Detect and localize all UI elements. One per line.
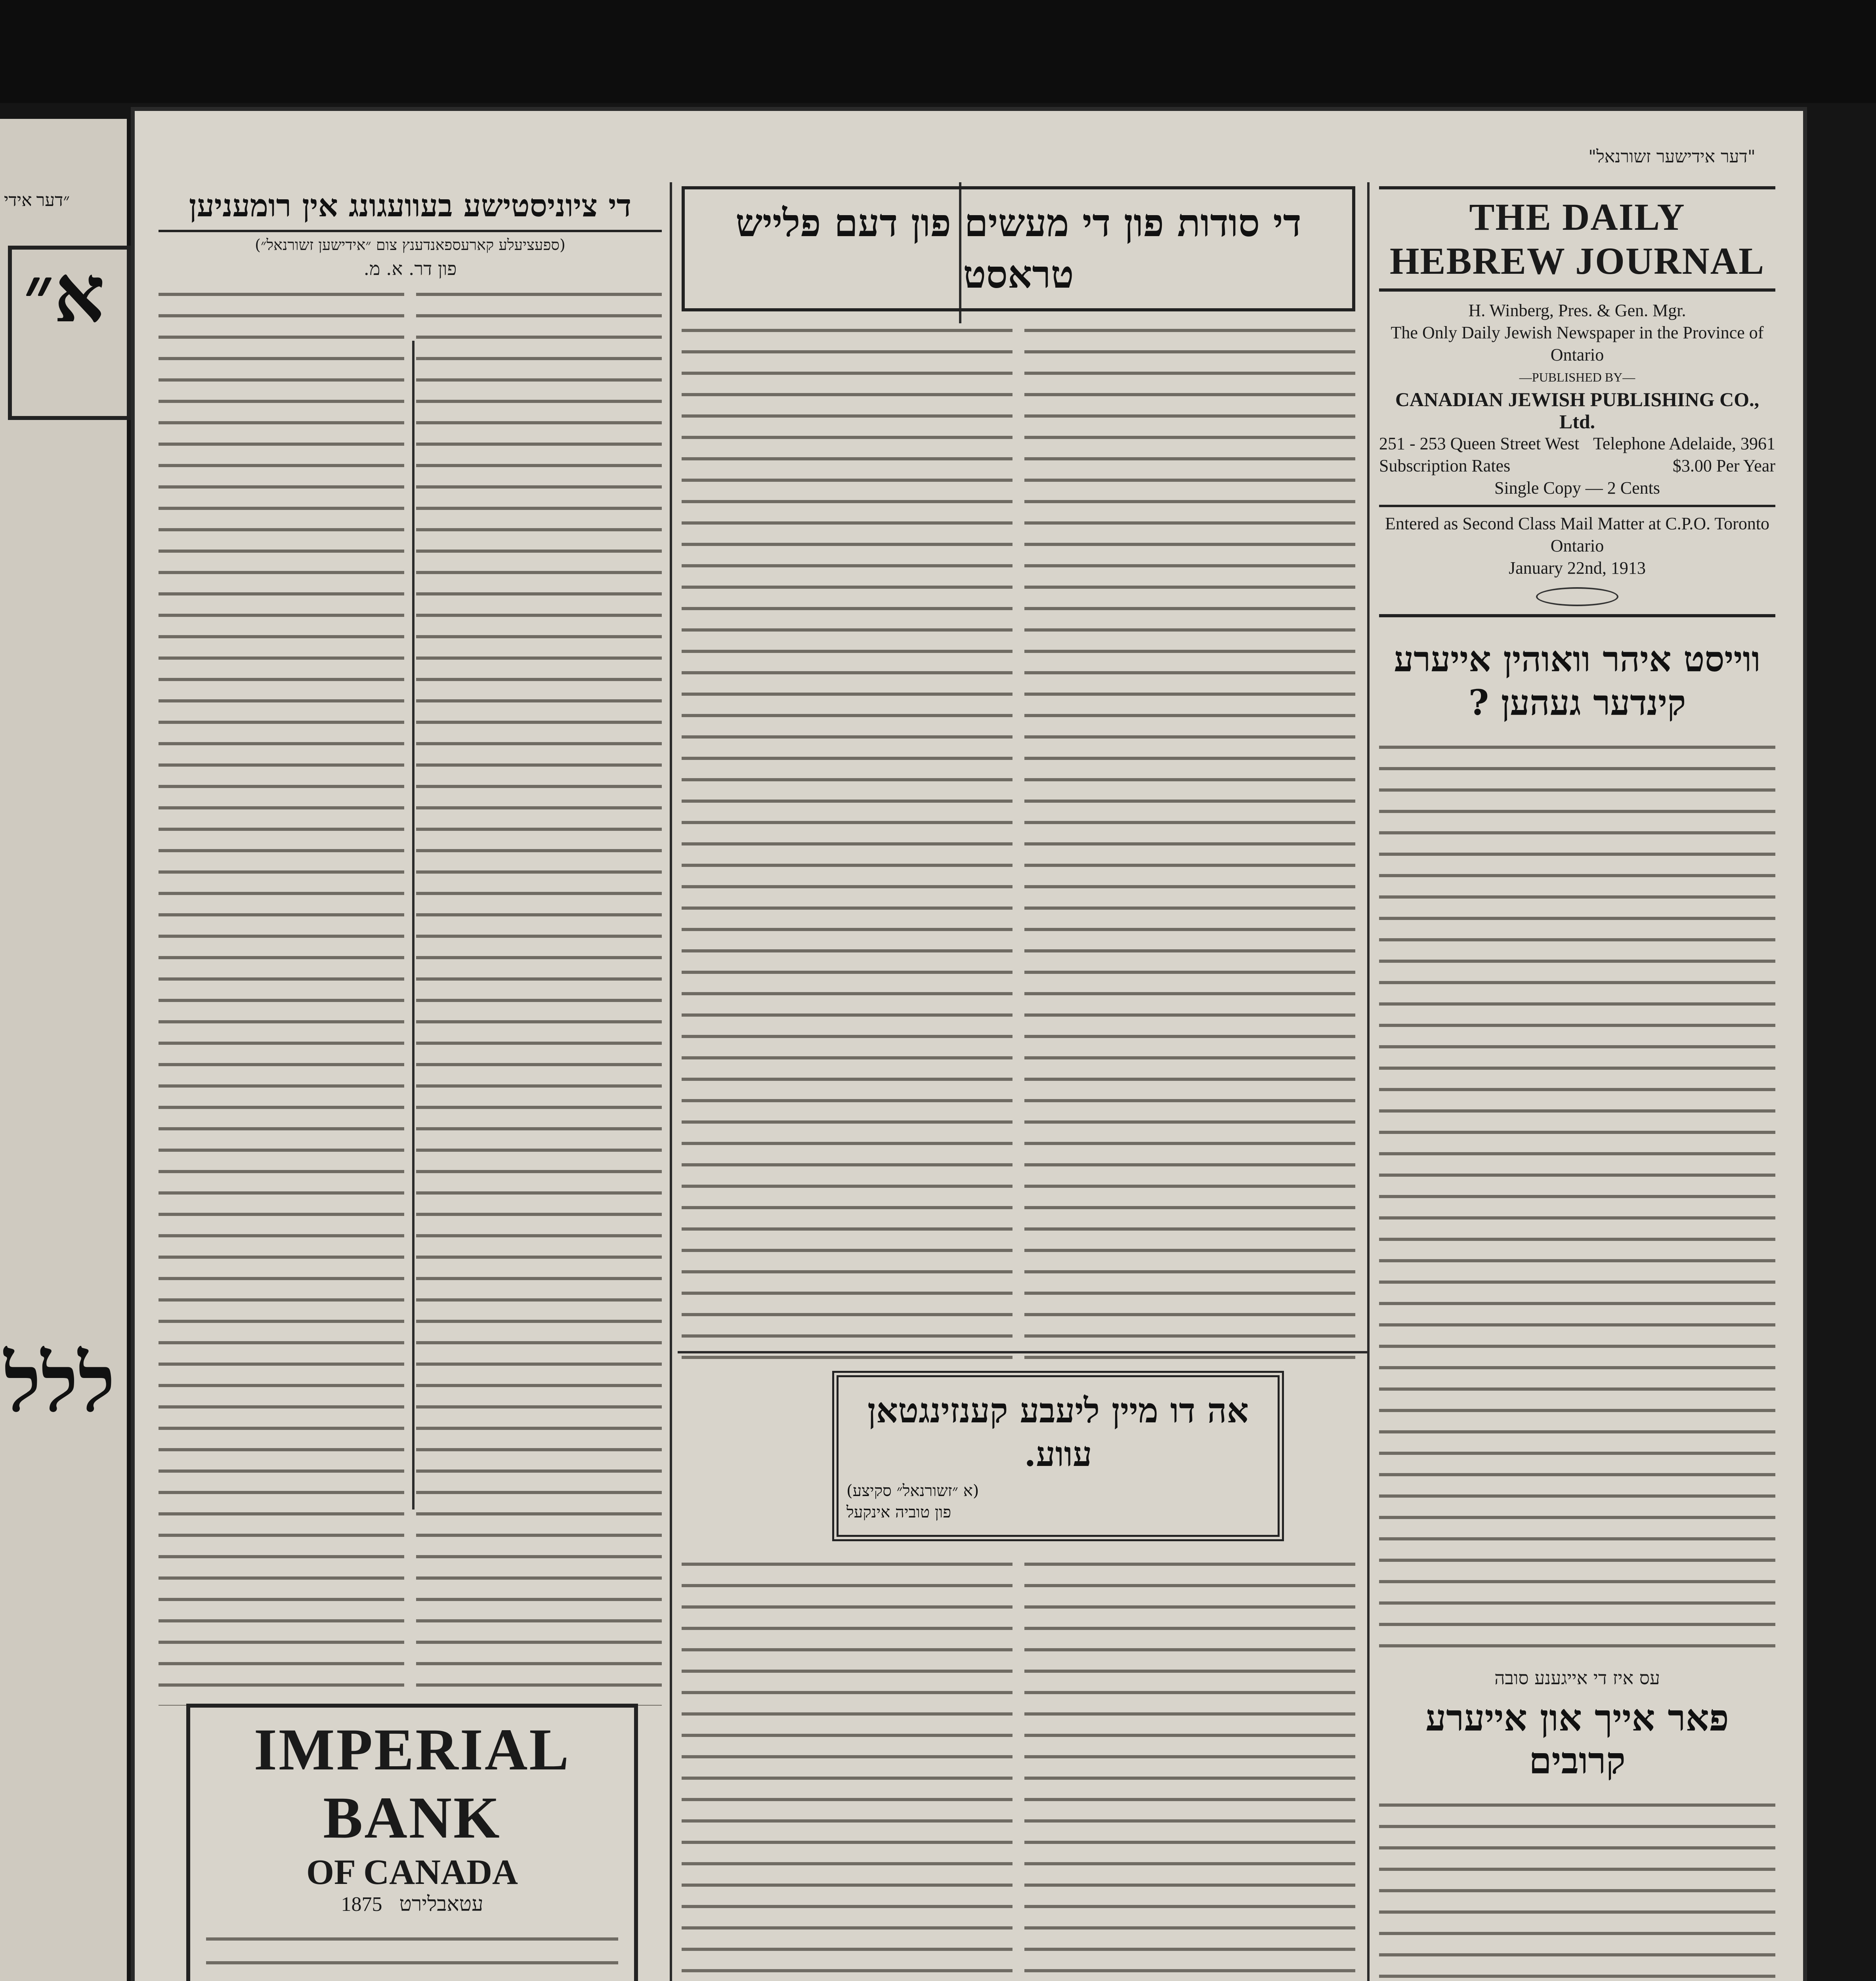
- masthead-rates-label: Subscription Rates: [1379, 456, 1511, 475]
- masthead-address: 251 - 253 Queen Street West: [1379, 434, 1580, 453]
- zionism-col-b: [416, 287, 662, 1706]
- editorial-body: [1379, 740, 1775, 1651]
- story-headline: אה דו מיין ליעבע קענזינגטאן עווע.: [867, 1391, 1249, 1474]
- zionism-col-a: [159, 287, 404, 1706]
- relatives-subhead: עס איז די אייגענע סובה: [1494, 1667, 1660, 1689]
- section-rule: [678, 1351, 1367, 1353]
- masthead-telephone: Telephone Adelaide, 3961: [1593, 434, 1775, 453]
- editorial-headline: ווייסט איהר וואוהין אייערע קינדער געהען ?: [1394, 638, 1761, 723]
- adjacent-page-strip: [0, 119, 127, 1981]
- fleischtrust-col-a: [682, 323, 1013, 1365]
- header-title-right: "דער אידישער זשורנאל": [1588, 147, 1756, 167]
- masthead: [1379, 186, 1775, 617]
- relatives-body: [1379, 1798, 1775, 1981]
- bank-founded-label: עטאבלירט: [399, 1893, 483, 1916]
- masthead-single-copy: Single Copy — 2 Cents: [1494, 478, 1660, 498]
- zionism-article: [159, 186, 662, 1706]
- story-col-a: [682, 1557, 1013, 1981]
- masthead-entered-date: January 22nd, 1913: [1509, 558, 1646, 578]
- masthead-company: CANADIAN JEWISH PUBLISHING CO., Ltd.: [1395, 388, 1759, 433]
- relatives-headline: פאר אייך און אייערע קרובים: [1425, 1697, 1729, 1782]
- newspaper-page: [131, 107, 1807, 1981]
- zionism-byline: פון דר. א. מ.: [363, 258, 457, 279]
- zionism-headline: די ציוניסטישע בעוועגונג אין רומעניען: [159, 186, 662, 232]
- bank-name: IMPERIAL BANK: [254, 1717, 571, 1851]
- masthead-rate-year: $3.00 Per Year: [1672, 456, 1775, 475]
- column-rule: [1367, 182, 1370, 1981]
- bank-name-sub: OF CANADA: [306, 1853, 518, 1892]
- strip-header: ״דער אידי: [4, 191, 70, 210]
- story-col-b: [1024, 1557, 1355, 1981]
- story-article: [682, 1371, 1355, 1981]
- story-author: פון טוביה אינקעל: [846, 1503, 951, 1521]
- ornament: [1536, 587, 1618, 606]
- fleischtrust-col-b: [1024, 323, 1355, 1365]
- fleischtrust-headline: די סודות פון די מעשים פון דעם פלייש טראסט: [682, 186, 1355, 311]
- strip-display-text: ללל: [4, 1341, 115, 1428]
- page-header: [182, 147, 1756, 167]
- masthead-officers: H. Winberg, Pres. & Gen. Mgr.: [1468, 301, 1686, 320]
- masthead-column: [1379, 186, 1775, 1981]
- masthead-tagline: The Only Daily Jewish Newspaper in the Province of Ontario: [1391, 323, 1764, 365]
- masthead-published-by: —PUBLISHED BY—: [1519, 370, 1635, 384]
- bank-ad-copy: [206, 1932, 618, 1981]
- column-rule: [670, 182, 672, 1981]
- masthead-entered: Entered as Second Class Mail Matter at C.P.O. Toronto Ontario: [1385, 514, 1770, 555]
- fleischtrust-article: [682, 186, 1355, 1365]
- story-byline: (א ״זשורנאל״ סקיצע): [846, 1482, 979, 1500]
- story-headline-box: [832, 1371, 1284, 1541]
- bank-founded: 1875: [341, 1893, 382, 1916]
- zionism-subhead: (ספעציעלע קארעספאנדענץ צום ״אידישען זשורנאל״): [255, 236, 565, 254]
- masthead-title: THE DAILY HEBREW JOURNAL: [1379, 186, 1775, 292]
- strip-big-letter: א״: [8, 246, 131, 420]
- imperial-bank-ad: [186, 1704, 638, 1981]
- film-border-top: [0, 0, 1876, 103]
